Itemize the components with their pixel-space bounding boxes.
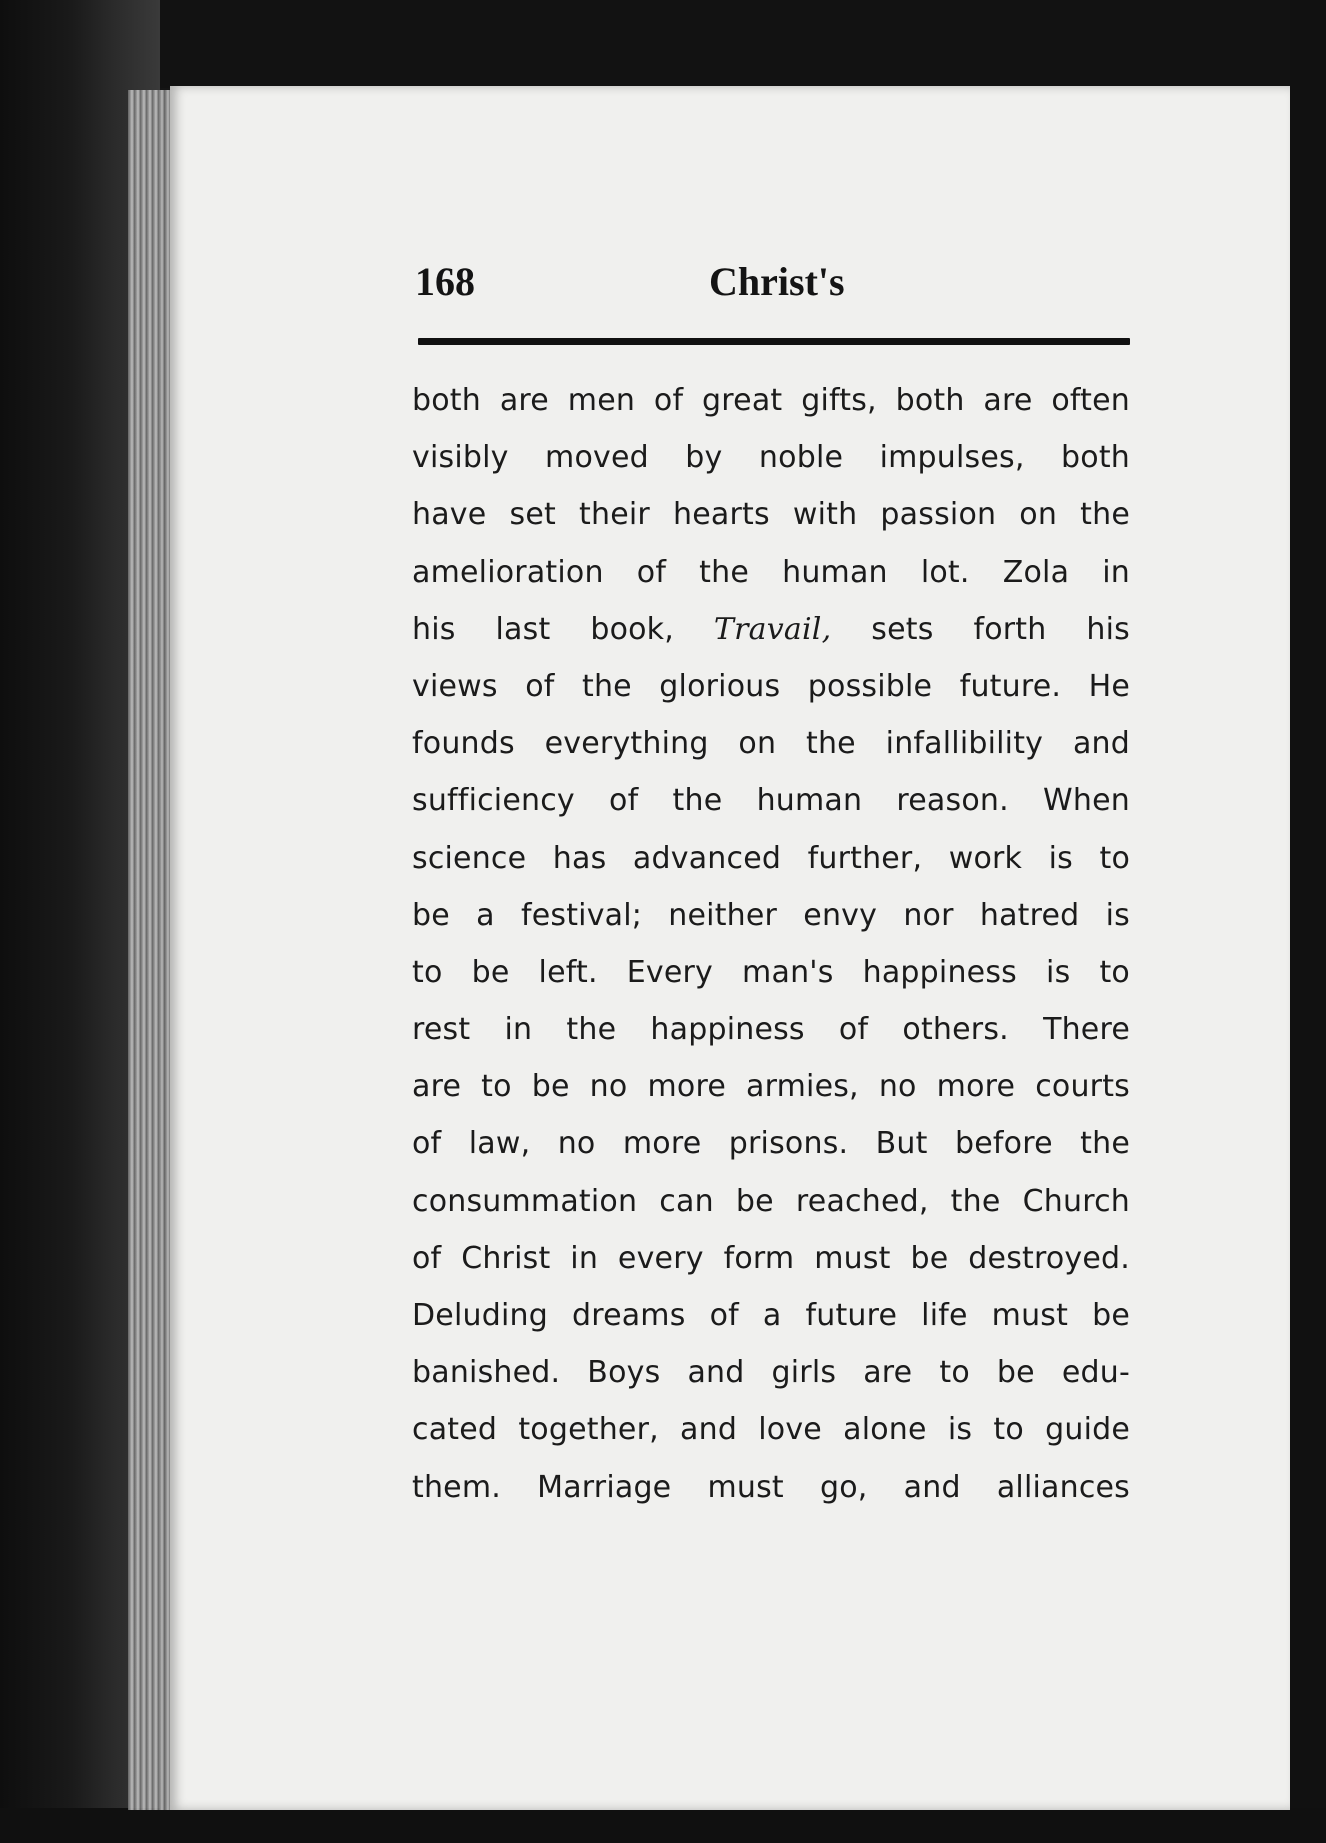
header-rule: [418, 338, 1130, 345]
text-line: have set their hearts with passion on the: [412, 497, 1130, 533]
scan-background-bottom: [0, 1808, 1326, 1843]
text-line: [412, 601, 1130, 658]
text-line: founds everything on the infallibility and: [412, 726, 1130, 762]
text-line: them. Marriage must go, and alliances: [412, 1469, 1130, 1505]
page-header: [415, 258, 1130, 308]
body-text: [412, 372, 1130, 1516]
text-span: sets forth his: [871, 611, 1130, 647]
running-head: Christ's: [709, 259, 845, 304]
text-line: both are men of great gifts, both are often: [412, 383, 1130, 418]
scan-background-top: [0, 0, 1326, 88]
text-line: are to be no more armies, no more courts: [412, 1069, 1130, 1105]
book-page-edges: [128, 90, 173, 1810]
text-line: be a festival; neither envy nor hatred is: [412, 897, 1130, 933]
text-line: Deluding dreams of a future life must be: [412, 1298, 1130, 1333]
text-line: of law, no more prisons. But before the: [412, 1126, 1130, 1162]
text-line: banished. Boys and girls are to be edu-: [412, 1355, 1130, 1391]
text-line: science has advanced further, work is to: [412, 840, 1130, 876]
scan-background-right: [1290, 0, 1326, 1843]
italic-title: Travail,: [713, 611, 832, 647]
text-span: his last book,: [412, 611, 674, 647]
text-line: of Christ in every form must be destroyed.: [412, 1240, 1130, 1276]
text-line: cated together, and love alone is to guide: [412, 1412, 1130, 1448]
text-line: sufficiency of the human reason. When: [412, 783, 1130, 819]
text-line: amelioration of the human lot. Zola in: [412, 554, 1130, 590]
page-number: 168: [415, 259, 475, 304]
text-line: consummation can be reached, the Church: [412, 1183, 1130, 1219]
text-line: to be left. Every man's happiness is to: [412, 954, 1130, 990]
text-line: views of the glorious possible future. He: [412, 668, 1130, 704]
text-line: rest in the happiness of others. There: [412, 1012, 1130, 1048]
text-line: visibly moved by noble impulses, both: [412, 440, 1130, 476]
